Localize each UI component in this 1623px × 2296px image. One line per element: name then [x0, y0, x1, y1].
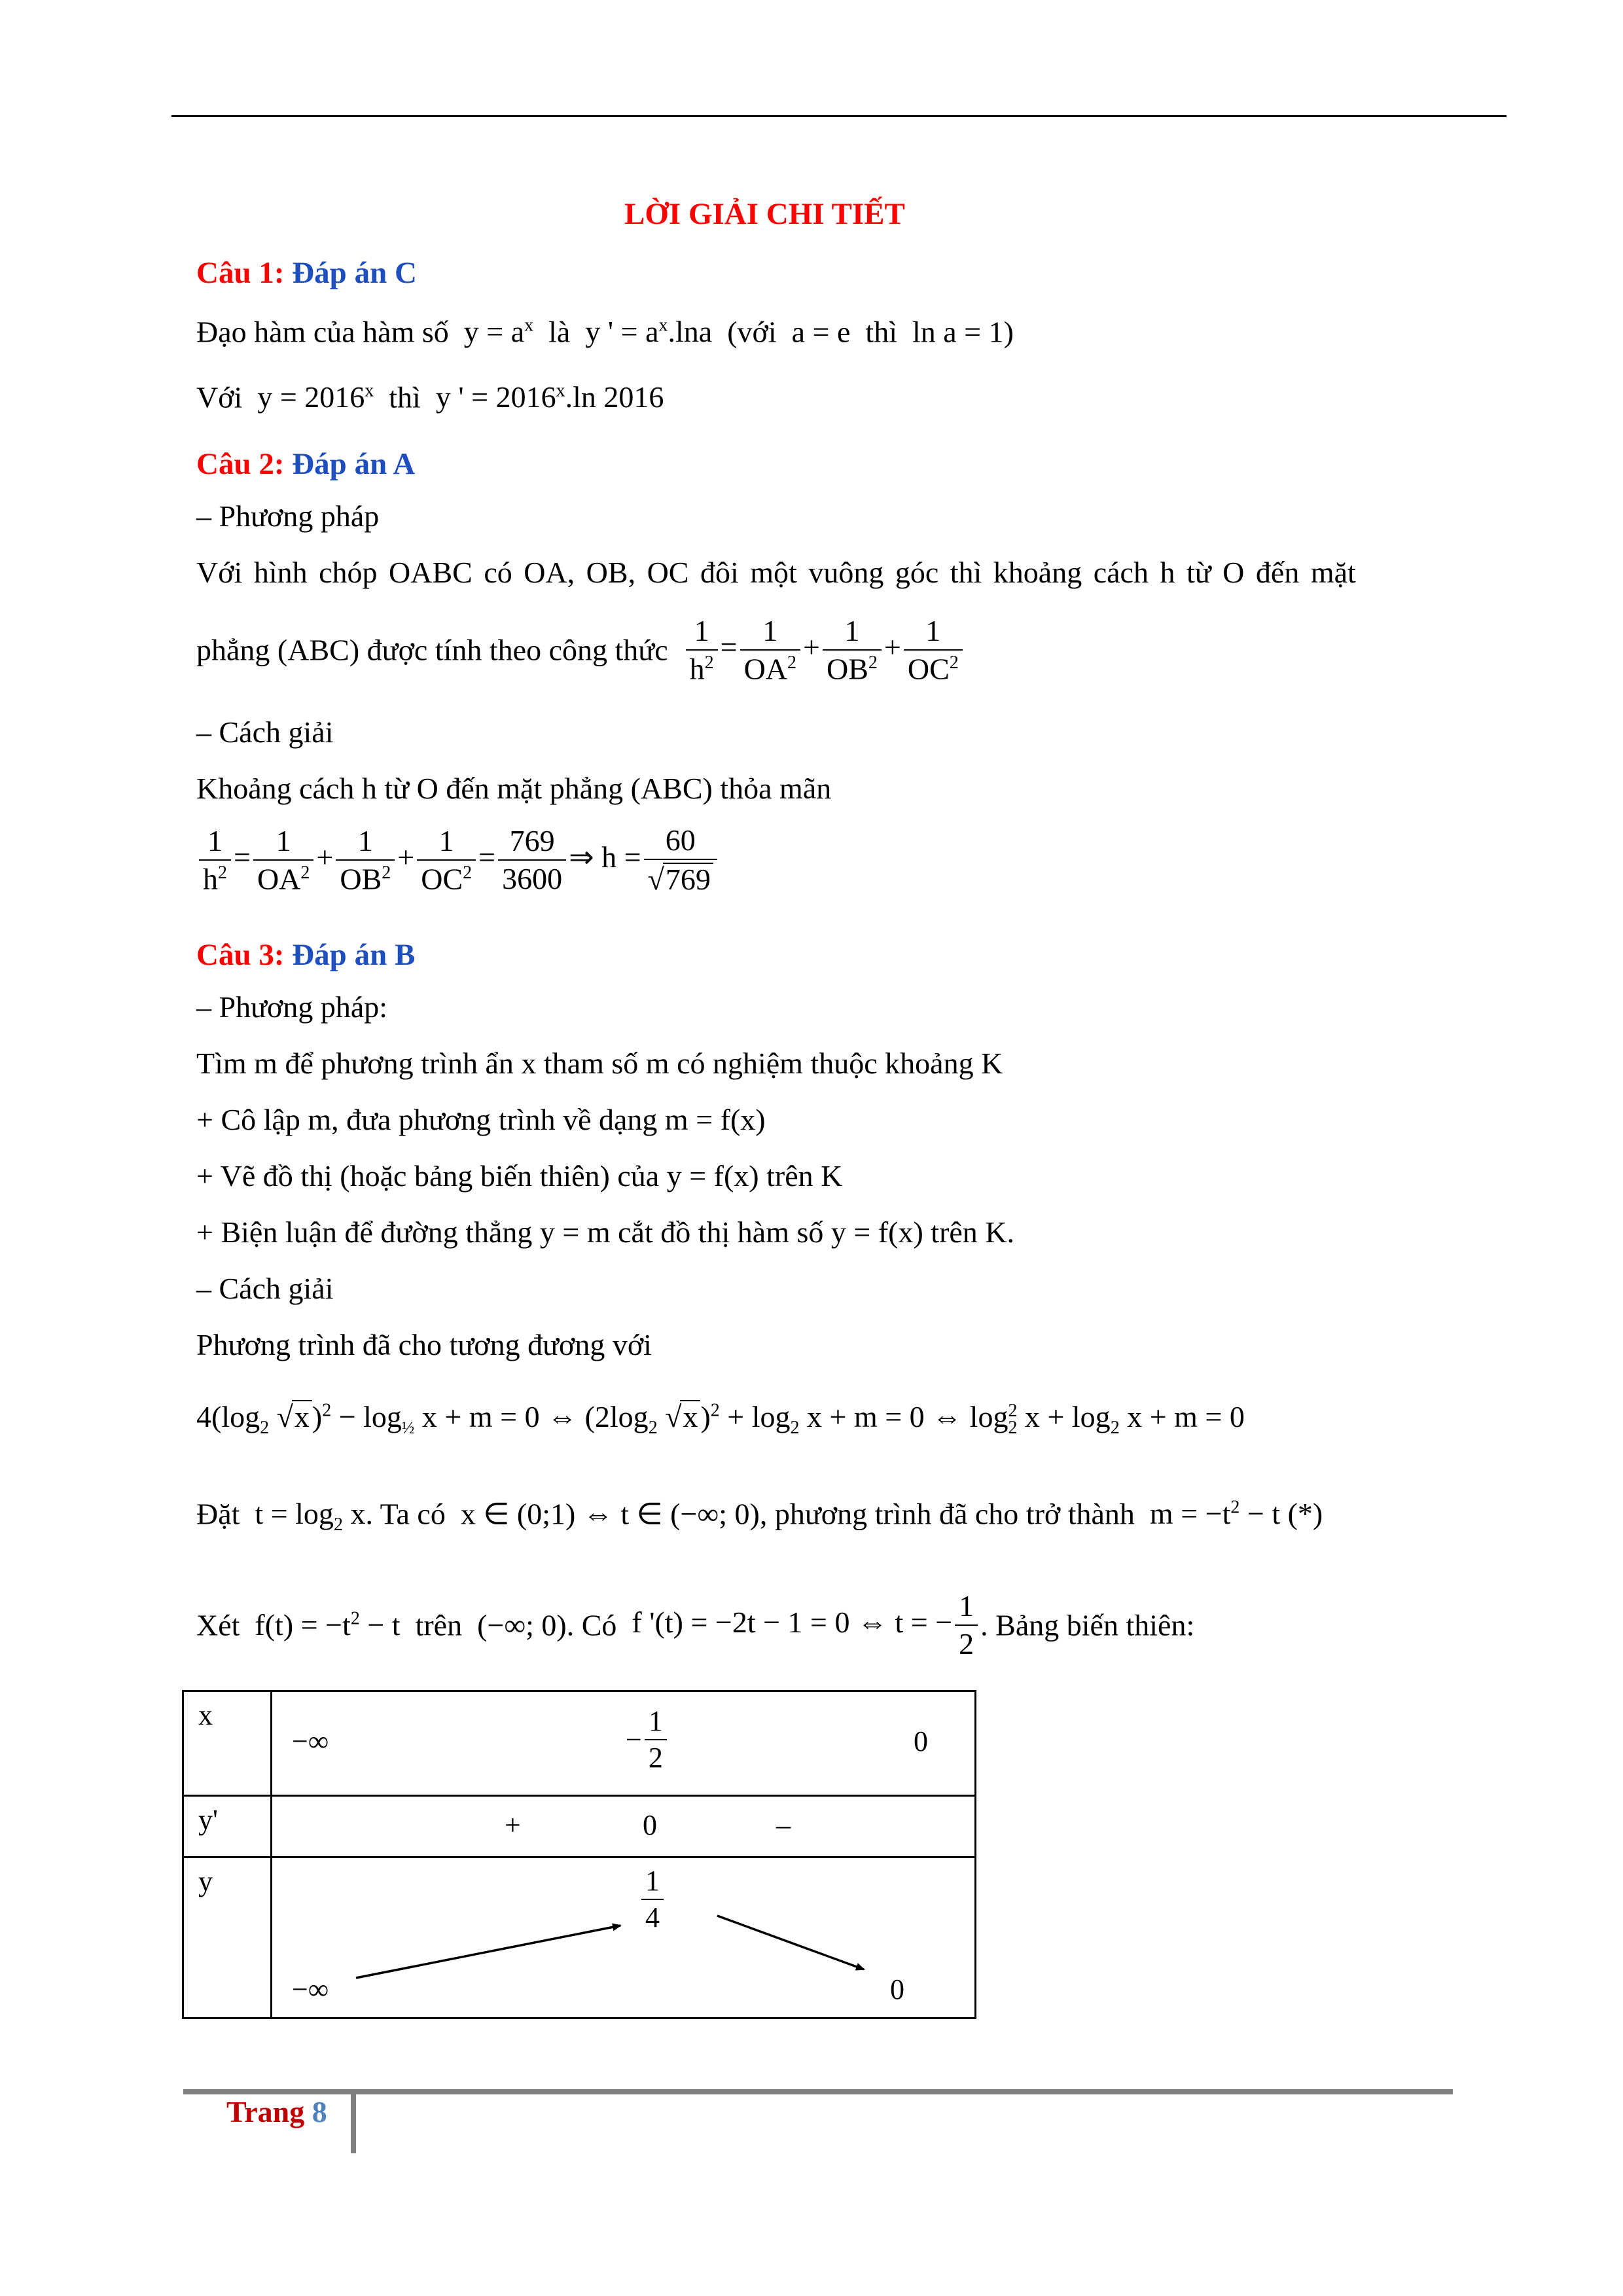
q3-equation: $4(\log_2$ $√x)^2 - \log_{\frac{1}{2}} x + m = 0$ ⇔ ($2\log_2$ $√x)^2 + \log_2 x + m = 0$ ⇔ $\log_2^2 x + \log_2 x + m = 0$ [196, 1400, 1245, 1439]
q3-text-f: . Có [566, 1608, 617, 1642]
q1-heading [196, 255, 417, 291]
q2-method: – Phương pháp [196, 499, 380, 533]
q3-method: – Phương pháp: [196, 990, 388, 1024]
q2-result-formula: $\frac{1}{h^2}$ = $\frac{1}{OA^2}$ + $\frac{1}{OB^2}$ + $\frac{1}{OC^2}$ = $\frac{769}{3600}$ ⇒ h = $\frac{60}{√769}$ [196, 825, 720, 896]
formula: y ' = $a^x.\ln a$ [577, 315, 720, 349]
table-row-label-y: y [183, 1857, 272, 2018]
yp-sign-left: + [505, 1809, 521, 1841]
footer-rule [183, 2089, 1453, 2094]
q3-text-g: . Bảng biến thiên: [980, 1608, 1195, 1642]
x-mid-numerator: 1 [645, 1706, 667, 1740]
q3-text-d: Xét [196, 1608, 240, 1642]
increasing-arrow [356, 1926, 620, 1978]
table-row-label-yp: y' [183, 1796, 272, 1857]
q3-answer: Đáp án B [292, 938, 416, 972]
formula: $m = -t^2 - t$ (*) [1142, 1497, 1323, 1531]
q3-method-line1: Tìm m để phương trình ẩn x tham số m có nghiệm thuộc khoảng K [196, 1047, 1003, 1080]
q2-solution: – Cách giải [196, 715, 334, 749]
page-title: LỜI GIẢI CHI TIẾT [624, 197, 905, 231]
formula: $f(t) = -t^2 - t$ [247, 1608, 408, 1642]
q3-solution: – Cách giải [196, 1272, 334, 1305]
q3-text-e: trên [415, 1608, 463, 1642]
q1-text-d: thì [865, 315, 897, 349]
q3-heading [196, 937, 415, 973]
q2-answer: Đáp án A [292, 447, 416, 481]
q1-text-e: Với [196, 380, 243, 414]
variation-table [182, 1690, 976, 2019]
q3-consider [196, 1590, 1194, 1660]
q2-text: phẳng (ABC) được tính theo công thức [196, 633, 668, 667]
table-row-y [272, 1857, 976, 2018]
q3-method-line3: + Vẽ đồ thị (hoặc bảng biến thiên) của y = f(x) trên K [196, 1159, 843, 1193]
x-mid-value [626, 1706, 669, 1773]
x-right-value: 0 [914, 1725, 928, 1757]
q1-text-f: thì [389, 380, 421, 414]
x-left-value: −∞ [292, 1725, 329, 1757]
formula: f '(t) = −2t − 1 = 0 ⇔ t = − $\frac{1}{2}$ [624, 1605, 980, 1639]
formula: x ∈ (0;1) ⇔ t ∈ (−∞; 0) [453, 1497, 760, 1531]
q2-method-text1: Với hình chóp OABC có OA, OB, OC đôi một vuông góc thì khoảng cách h từ O đến mặt [196, 556, 1356, 589]
page-footer [226, 2094, 327, 2129]
q1-label: Câu 1: [196, 256, 285, 290]
q3-solution-text: Phương trình đã cho tương đương với [196, 1328, 652, 1361]
yp-sign-right: – [776, 1809, 791, 1841]
q1-line2 [196, 382, 664, 412]
page-number: 8 [312, 2095, 327, 2128]
q3-label: Câu 3: [196, 938, 285, 972]
q1-text-c: (với [727, 315, 777, 349]
table-row-yprime [272, 1796, 976, 1857]
q3-substitution [196, 1499, 1323, 1535]
q1-text-a: Đạo hàm của hàm số [196, 315, 449, 349]
q1-answer: Đáp án C [292, 256, 417, 290]
q2-label: Câu 2: [196, 447, 285, 481]
q3-method-line4: + Biện luận để đường thẳng y = m cắt đồ thị hàm số y = f(x) trên K. [196, 1215, 1015, 1249]
q3-text-b: . Ta có [365, 1497, 446, 1531]
q2-heading [196, 446, 415, 482]
table-row-label-x: x [183, 1691, 272, 1796]
y-left-value: −∞ [292, 1973, 329, 2005]
header-rule [171, 115, 1507, 117]
q3-method-line2: + Cô lập m, đưa phương trình về dạng m = f(x) [196, 1103, 766, 1136]
y-max-denominator: 4 [645, 1901, 660, 1934]
formula: a = e [784, 315, 858, 349]
q3-text-a: Đặt [196, 1497, 240, 1531]
formula: ln a = 1) [904, 315, 1014, 349]
footer-label: Trang [226, 2095, 305, 2128]
yp-zero: 0 [643, 1809, 657, 1841]
q2-method-text2 [196, 615, 965, 685]
q2-solution-text: Khoảng cách h từ O đến mặt phẳng (ABC) thỏa mãn [196, 772, 832, 805]
distance-formula: $\frac{1}{h^2}$ = $\frac{1}{OA^2}$ + $\frac{1}{OB^2}$ + $\frac{1}{OC^2}$ [675, 630, 965, 664]
q3-text-c: , phương trình đã cho trở thành [759, 1497, 1135, 1531]
formula: y ' = $2016^x.\ln$ 2016 [428, 380, 664, 414]
formula: (−∞; 0) [469, 1608, 567, 1642]
variation-arrows [272, 1858, 992, 2019]
y-right-value: 0 [890, 1973, 904, 2005]
formula: $t = \log_2 x$ [247, 1497, 366, 1535]
q1-text-b: là [548, 315, 571, 349]
table-row-x [272, 1691, 976, 1796]
x-mid-sign: − [626, 1723, 642, 1756]
decreasing-arrow [717, 1916, 864, 1969]
x-mid-denominator: 2 [648, 1742, 663, 1774]
footer-divider [351, 2089, 356, 2153]
formula: $y = a^x$ [456, 315, 534, 349]
formula: $y = 2016^x$ [249, 380, 374, 414]
y-max-numerator: 1 [641, 1866, 664, 1900]
q1-line1 [196, 317, 1014, 347]
